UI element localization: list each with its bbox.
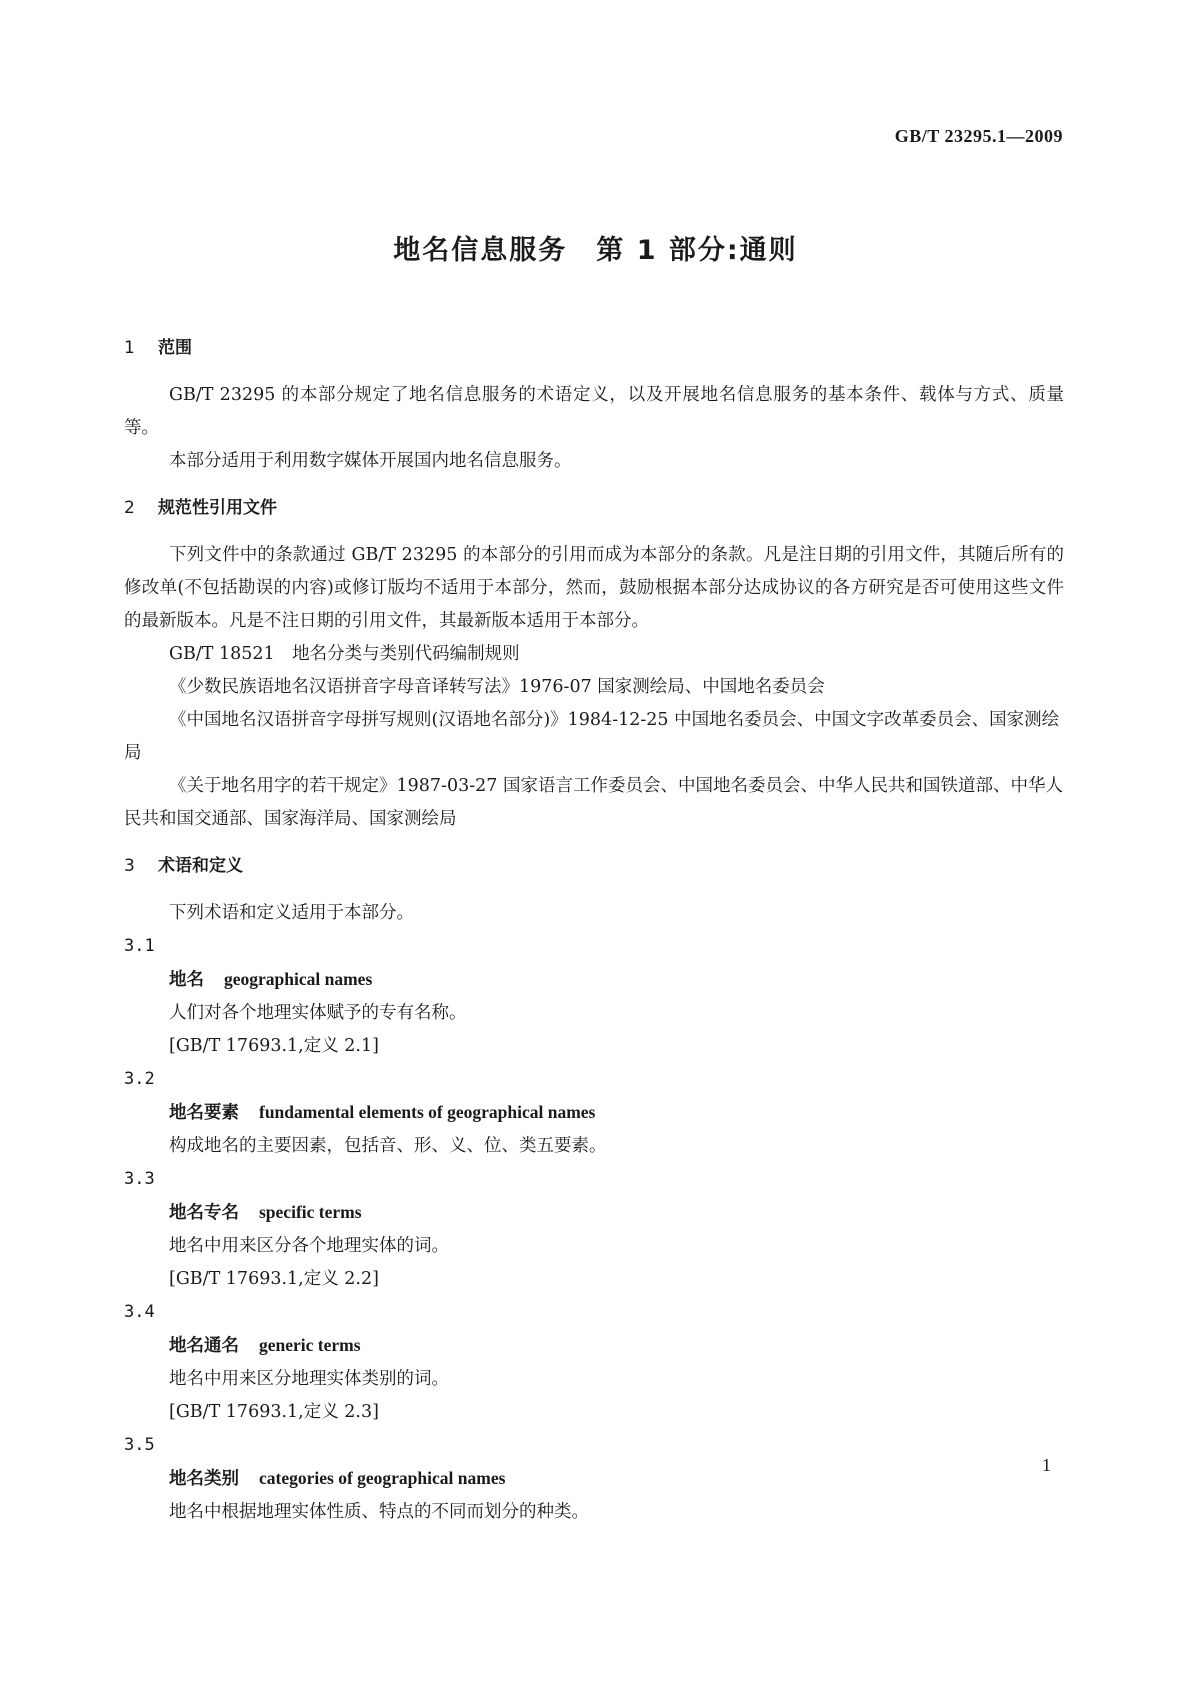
term-heading: [124, 1196, 1064, 1230]
term-english: specific terms: [259, 1202, 362, 1222]
document-body: [124, 332, 1064, 1529]
term-english: fundamental elements of geographical names: [259, 1102, 596, 1122]
paragraph: 下列术语和定义适用于本部分。: [169, 903, 414, 923]
term-source: [GB/T 17693.1,定义 2.3]: [169, 1402, 379, 1422]
section-title: 规范性引用文件: [158, 498, 277, 518]
section-title: 范围: [158, 338, 192, 358]
paragraph: 本部分适用于利用数字媒体开展国内地名信息服务。: [169, 451, 572, 471]
term-number: 3.2: [124, 1069, 155, 1089]
term-english: categories of geographical names: [259, 1468, 506, 1488]
term-chinese: 地名类别: [169, 1469, 239, 1489]
term-heading: [124, 1462, 1064, 1496]
term-number: 3.4: [124, 1302, 155, 1322]
term-heading: [124, 1096, 1064, 1130]
standard-code: GB/T 23295.1—2009: [894, 126, 1063, 146]
term-chinese: 地名专名: [169, 1203, 239, 1223]
term-number: 3.1: [124, 936, 155, 956]
page-number: 1: [1042, 1455, 1051, 1475]
term-definition: 人们对各个地理实体赋予的专有名称。: [169, 1003, 467, 1023]
section-title: 术语和定义: [158, 856, 243, 876]
section-number: 2: [124, 498, 135, 518]
term-number: 3.3: [124, 1169, 155, 1189]
term-definition: 构成地名的主要因素，包括音、形、义、位、类五要素。: [169, 1136, 607, 1156]
paragraph: GB/T 23295 的本部分规定了地名信息服务的术语定义，以及开展地名信息服务的基本条件、载体与方式、质量等。: [124, 385, 1064, 438]
section-heading-terms: [124, 850, 1064, 883]
term-english: geographical names: [224, 969, 373, 989]
term-definition: 地名中根据地理实体性质、特点的不同而划分的种类。: [169, 1502, 589, 1522]
section-number: 3: [124, 856, 135, 876]
term-chinese: 地名通名: [169, 1336, 239, 1356]
term-definition: 地名中用来区分地理实体类别的词。: [169, 1369, 449, 1389]
document-title: 地名信息服务 第 1 部分:通则: [393, 235, 798, 266]
reference-item: 《中国地名汉语拼音字母拼写规则(汉语地名部分)》1984-12-25 中国地名委员会、中国文字改革委员会、国家测绘局: [124, 710, 1060, 763]
reference-item: 《关于地名用字的若干规定》1987-03-27 国家语言工作委员会、中国地名委员会、中华人民共和国铁道部、中华人民共和国交通部、国家海洋局、国家测绘局: [124, 776, 1063, 829]
paragraph: 下列文件中的条款通过 GB/T 23295 的本部分的引用而成为本部分的条款。凡是注日期的引用文件，其随后所有的修改单(不包括勘误的内容)或修订版均不适用于本部分，然而，鼓励根据本部分达成协议的各方研究是否可使用这些文件的最新版本。凡是不注日期的引用文件，其最新版本适用于本部分。: [124, 545, 1064, 631]
term-definition: 地名中用来区分各个地理实体的词。: [169, 1236, 449, 1256]
term-english: generic terms: [259, 1335, 361, 1355]
term-number: 3.5: [124, 1435, 155, 1455]
term-source: [GB/T 17693.1,定义 2.1]: [169, 1036, 379, 1056]
section-number: 1: [124, 338, 135, 358]
term-chinese: 地名: [169, 970, 204, 990]
reference-item: GB/T 18521 地名分类与类别代码编制规则: [169, 644, 520, 664]
term-chinese: 地名要素: [169, 1103, 239, 1123]
section-heading-normative-references: [124, 492, 1064, 525]
term-heading: [124, 963, 1064, 997]
term-heading: [124, 1329, 1064, 1363]
reference-item: 《少数民族语地名汉语拼音字母音译转写法》1976-07 国家测绘局、中国地名委员会: [169, 677, 825, 697]
section-heading-scope: [124, 332, 1064, 365]
term-source: [GB/T 17693.1,定义 2.2]: [169, 1269, 379, 1289]
